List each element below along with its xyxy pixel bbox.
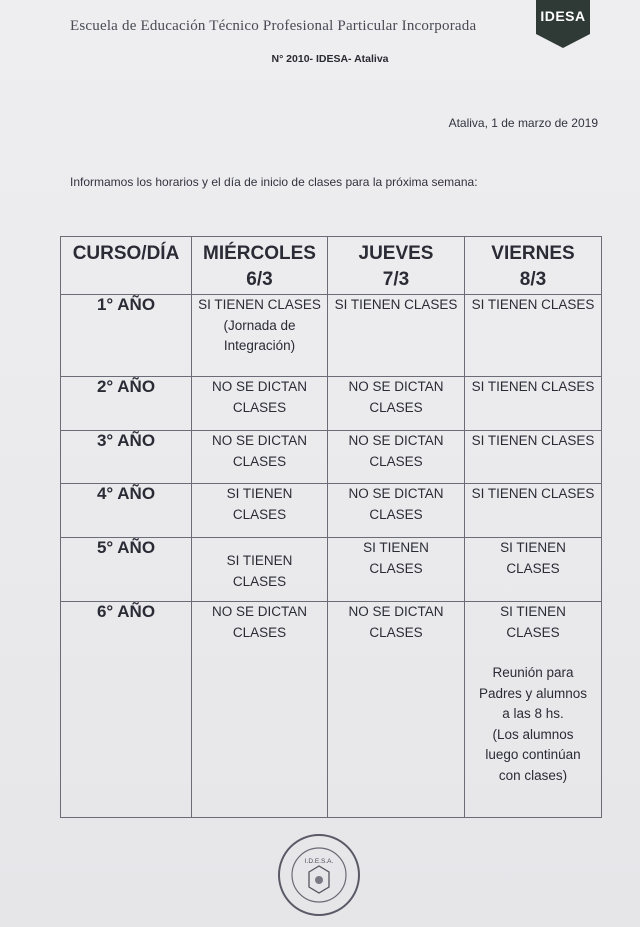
table-row — [61, 431, 602, 484]
row-label: 4° AÑO — [61, 484, 192, 538]
header-day — [465, 237, 602, 295]
letter-date: Ataliva, 1 de marzo de 2019 — [448, 116, 598, 130]
table-row — [61, 295, 602, 377]
table-cell: SI TIENEN CLASES — [465, 538, 602, 602]
school-seal-icon — [276, 832, 362, 918]
table-cell: NO SE DICTAN CLASES — [328, 431, 465, 484]
row-label: 5° AÑO — [61, 538, 192, 602]
table-cell: NO SE DICTAN CLASES — [328, 602, 465, 818]
table-cell: NO SE DICTAN CLASES — [192, 431, 328, 484]
idesa-logo — [536, 0, 590, 48]
table-row — [61, 484, 602, 538]
table-cell: SI TIENEN CLASES — [192, 484, 328, 538]
day-date: 6/3 — [246, 269, 273, 290]
day-name: MIÉRCOLES — [203, 243, 316, 264]
table-row — [61, 538, 602, 602]
school-name: Escuela de Educación Técnico Profesional Particular Incorporada — [70, 18, 477, 34]
day-name: JUEVES — [358, 243, 434, 264]
row-label: 6° AÑO — [61, 602, 192, 818]
table-cell: SI TIENEN CLASES — [328, 295, 465, 377]
day-name: VIERNES — [491, 243, 575, 264]
logo-text: IDESA — [540, 8, 586, 24]
row-label: 1° AÑO — [61, 295, 192, 377]
row-label: 3° AÑO — [61, 431, 192, 484]
row-label: 2° AÑO — [61, 377, 192, 431]
table-cell: SI TIENEN CLASES — [328, 538, 465, 602]
header-day — [192, 237, 328, 295]
schedule-table — [60, 236, 602, 818]
svg-text:I.D.E.S.A.: I.D.E.S.A. — [304, 858, 334, 865]
table-cell: NO SE DICTAN CLASES — [192, 602, 328, 818]
letter-intro: Informamos los horarios y el día de inicio de clases para la próxima semana: — [70, 175, 478, 189]
table-header-row — [61, 237, 602, 295]
day-date: 8/3 — [519, 269, 547, 290]
header-day — [328, 237, 465, 295]
document-number: N° 2010- IDESA- Ataliva — [271, 53, 389, 65]
table-cell: SI TIENEN CLASES — [465, 484, 602, 538]
table-cell: SI TIENEN CLASES — [465, 295, 602, 377]
table-cell: SI TIENEN CLASES Reunión para Padres y alumnos a las 8 hs. (Los alumnos luego continúan con clases) — [465, 602, 602, 818]
header-corner: CURSO/DÍA — [61, 237, 192, 295]
table-cell: SI TIENEN CLASES — [192, 538, 328, 602]
day-date: 7/3 — [382, 269, 410, 290]
table-cell: NO SE DICTAN CLASES — [328, 484, 465, 538]
table-cell: SI TIENEN CLASES — [465, 431, 602, 484]
table-cell: NO SE DICTAN CLASES — [192, 377, 328, 431]
table-row — [61, 377, 602, 431]
table-cell: SI TIENEN CLASES (Jornada de Integración) — [192, 295, 328, 377]
table-cell: SI TIENEN CLASES — [465, 377, 602, 431]
table-row — [61, 602, 602, 818]
table-cell: NO SE DICTAN CLASES — [328, 377, 465, 431]
